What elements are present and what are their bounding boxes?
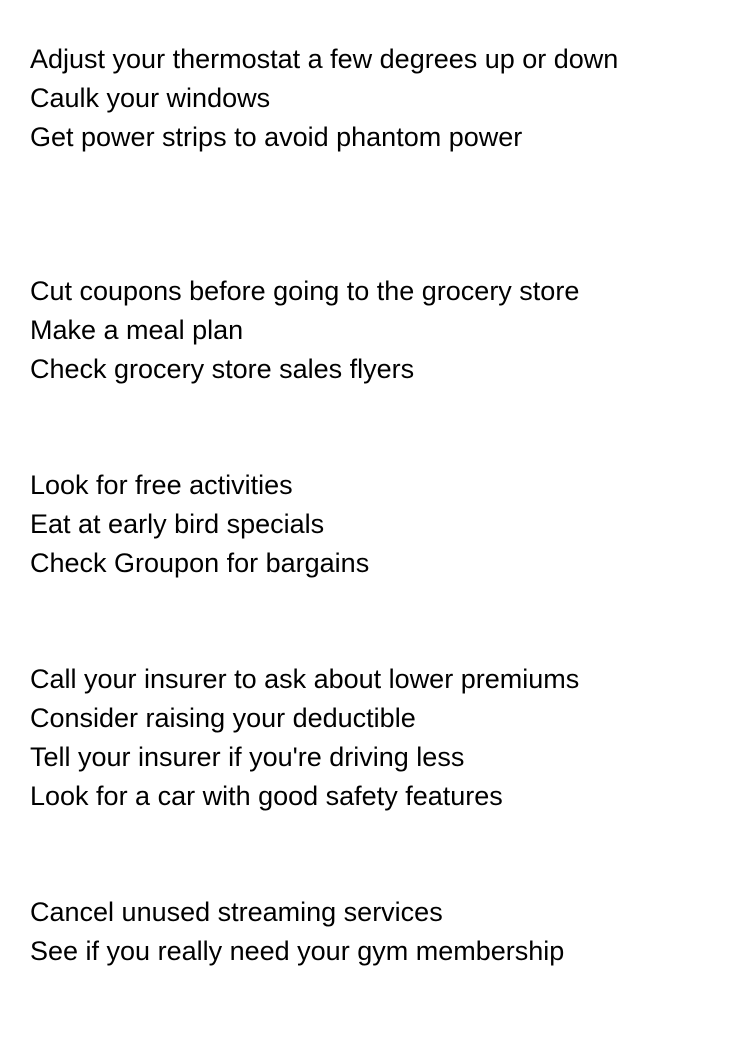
- tip-line: Tell your insurer if you're driving less: [30, 742, 465, 772]
- tip-line: Call your insurer to ask about lower premiums: [30, 664, 580, 694]
- tip-line: Get power strips to avoid phantom power: [30, 122, 523, 152]
- tip-line: See if you really need your gym membership: [30, 936, 565, 966]
- tip-group-insurance: [30, 660, 579, 816]
- tip-line: Look for free activities: [30, 470, 293, 500]
- tip-group-groceries: [30, 272, 579, 389]
- tip-line: Cut coupons before going to the grocery store: [30, 276, 580, 306]
- tip-line: Consider raising your deductible: [30, 703, 416, 733]
- tip-group-utilities: [30, 40, 618, 157]
- tip-line: Cancel unused streaming services: [30, 897, 443, 927]
- tip-line: Make a meal plan: [30, 315, 244, 345]
- tip-line: Look for a car with good safety features: [30, 781, 503, 811]
- tip-line: Caulk your windows: [30, 83, 271, 113]
- tip-group-subscriptions: [30, 893, 564, 971]
- tip-line: Check grocery store sales flyers: [30, 354, 415, 384]
- tip-line: Adjust your thermostat a few degrees up or down: [30, 44, 619, 74]
- tip-line: Eat at early bird specials: [30, 509, 325, 539]
- tip-group-entertainment: [30, 466, 369, 583]
- tip-line: Check Groupon for bargains: [30, 548, 370, 578]
